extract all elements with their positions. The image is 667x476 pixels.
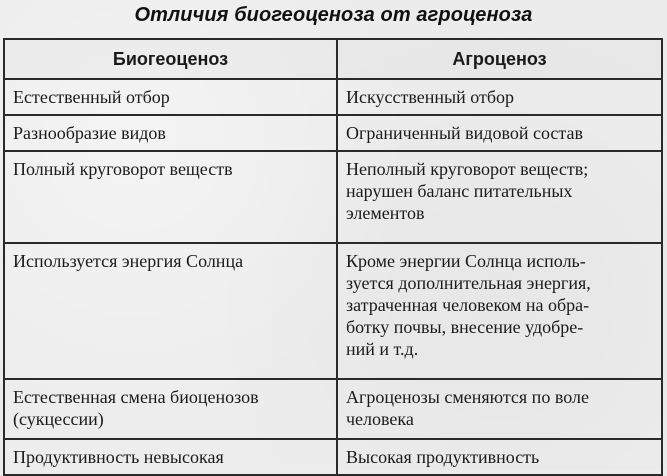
- header-agrocenosis: Агроценоз: [337, 39, 662, 79]
- cell-agrocenosis: [337, 151, 662, 243]
- cell-line: Полный круговорот веществ: [13, 159, 233, 179]
- cell-line: элементов: [346, 203, 425, 223]
- cell-line: (сукцессии): [13, 409, 104, 429]
- cell-biogeocenosis: [4, 151, 337, 243]
- table-row: [4, 151, 662, 243]
- comparison-table: [3, 38, 663, 476]
- cell-biogeocenosis: [4, 243, 337, 379]
- table-row: [4, 379, 662, 439]
- cell-line: Высокая продуктивность: [346, 447, 540, 467]
- table-row: [4, 115, 662, 151]
- table-row: [4, 79, 662, 115]
- cell-line: Ограниченный видовой состав: [346, 123, 583, 143]
- cell-line: Продуктивность невысокая: [13, 447, 224, 467]
- cell-biogeocenosis: [4, 79, 337, 115]
- cell-agrocenosis: [337, 79, 662, 115]
- cell-biogeocenosis: [4, 115, 337, 151]
- cell-line: Агроценозы сменяются по воле: [346, 387, 589, 407]
- cell-line: Искусственный отбор: [346, 87, 514, 107]
- cell-biogeocenosis: [4, 379, 337, 439]
- cell-agrocenosis: [337, 115, 662, 151]
- cell-line: Естественный отбор: [13, 87, 170, 107]
- cell-line: Неполный круговорот веществ;: [346, 159, 589, 179]
- cell-agrocenosis: [337, 243, 662, 379]
- cell-line: человека: [346, 409, 414, 429]
- cell-line: нарушен баланс питательных: [346, 181, 573, 201]
- header-biogeocenosis: Биогеоценоз: [4, 39, 337, 79]
- header-row: [4, 39, 662, 79]
- table-row: [4, 243, 662, 379]
- cell-line: ботку почвы, внесение удобре-: [346, 317, 584, 337]
- cell-line: затраченная человеком на обра-: [346, 295, 590, 315]
- cell-line: Используется энергия Солнца: [13, 251, 244, 271]
- cell-line: Кроме энергии Солнца исполь-: [346, 251, 586, 271]
- cell-line: Разнообразие видов: [13, 123, 166, 143]
- cell-line: ний и т.д.: [346, 339, 419, 359]
- table-title: Отличия биогеоценоза от агроценоза: [134, 4, 533, 26]
- cell-line: зуется дополнительная энергия,: [346, 273, 591, 293]
- cell-line: Естественная смена биоценозов: [13, 387, 259, 407]
- cell-agrocenosis: [337, 379, 662, 439]
